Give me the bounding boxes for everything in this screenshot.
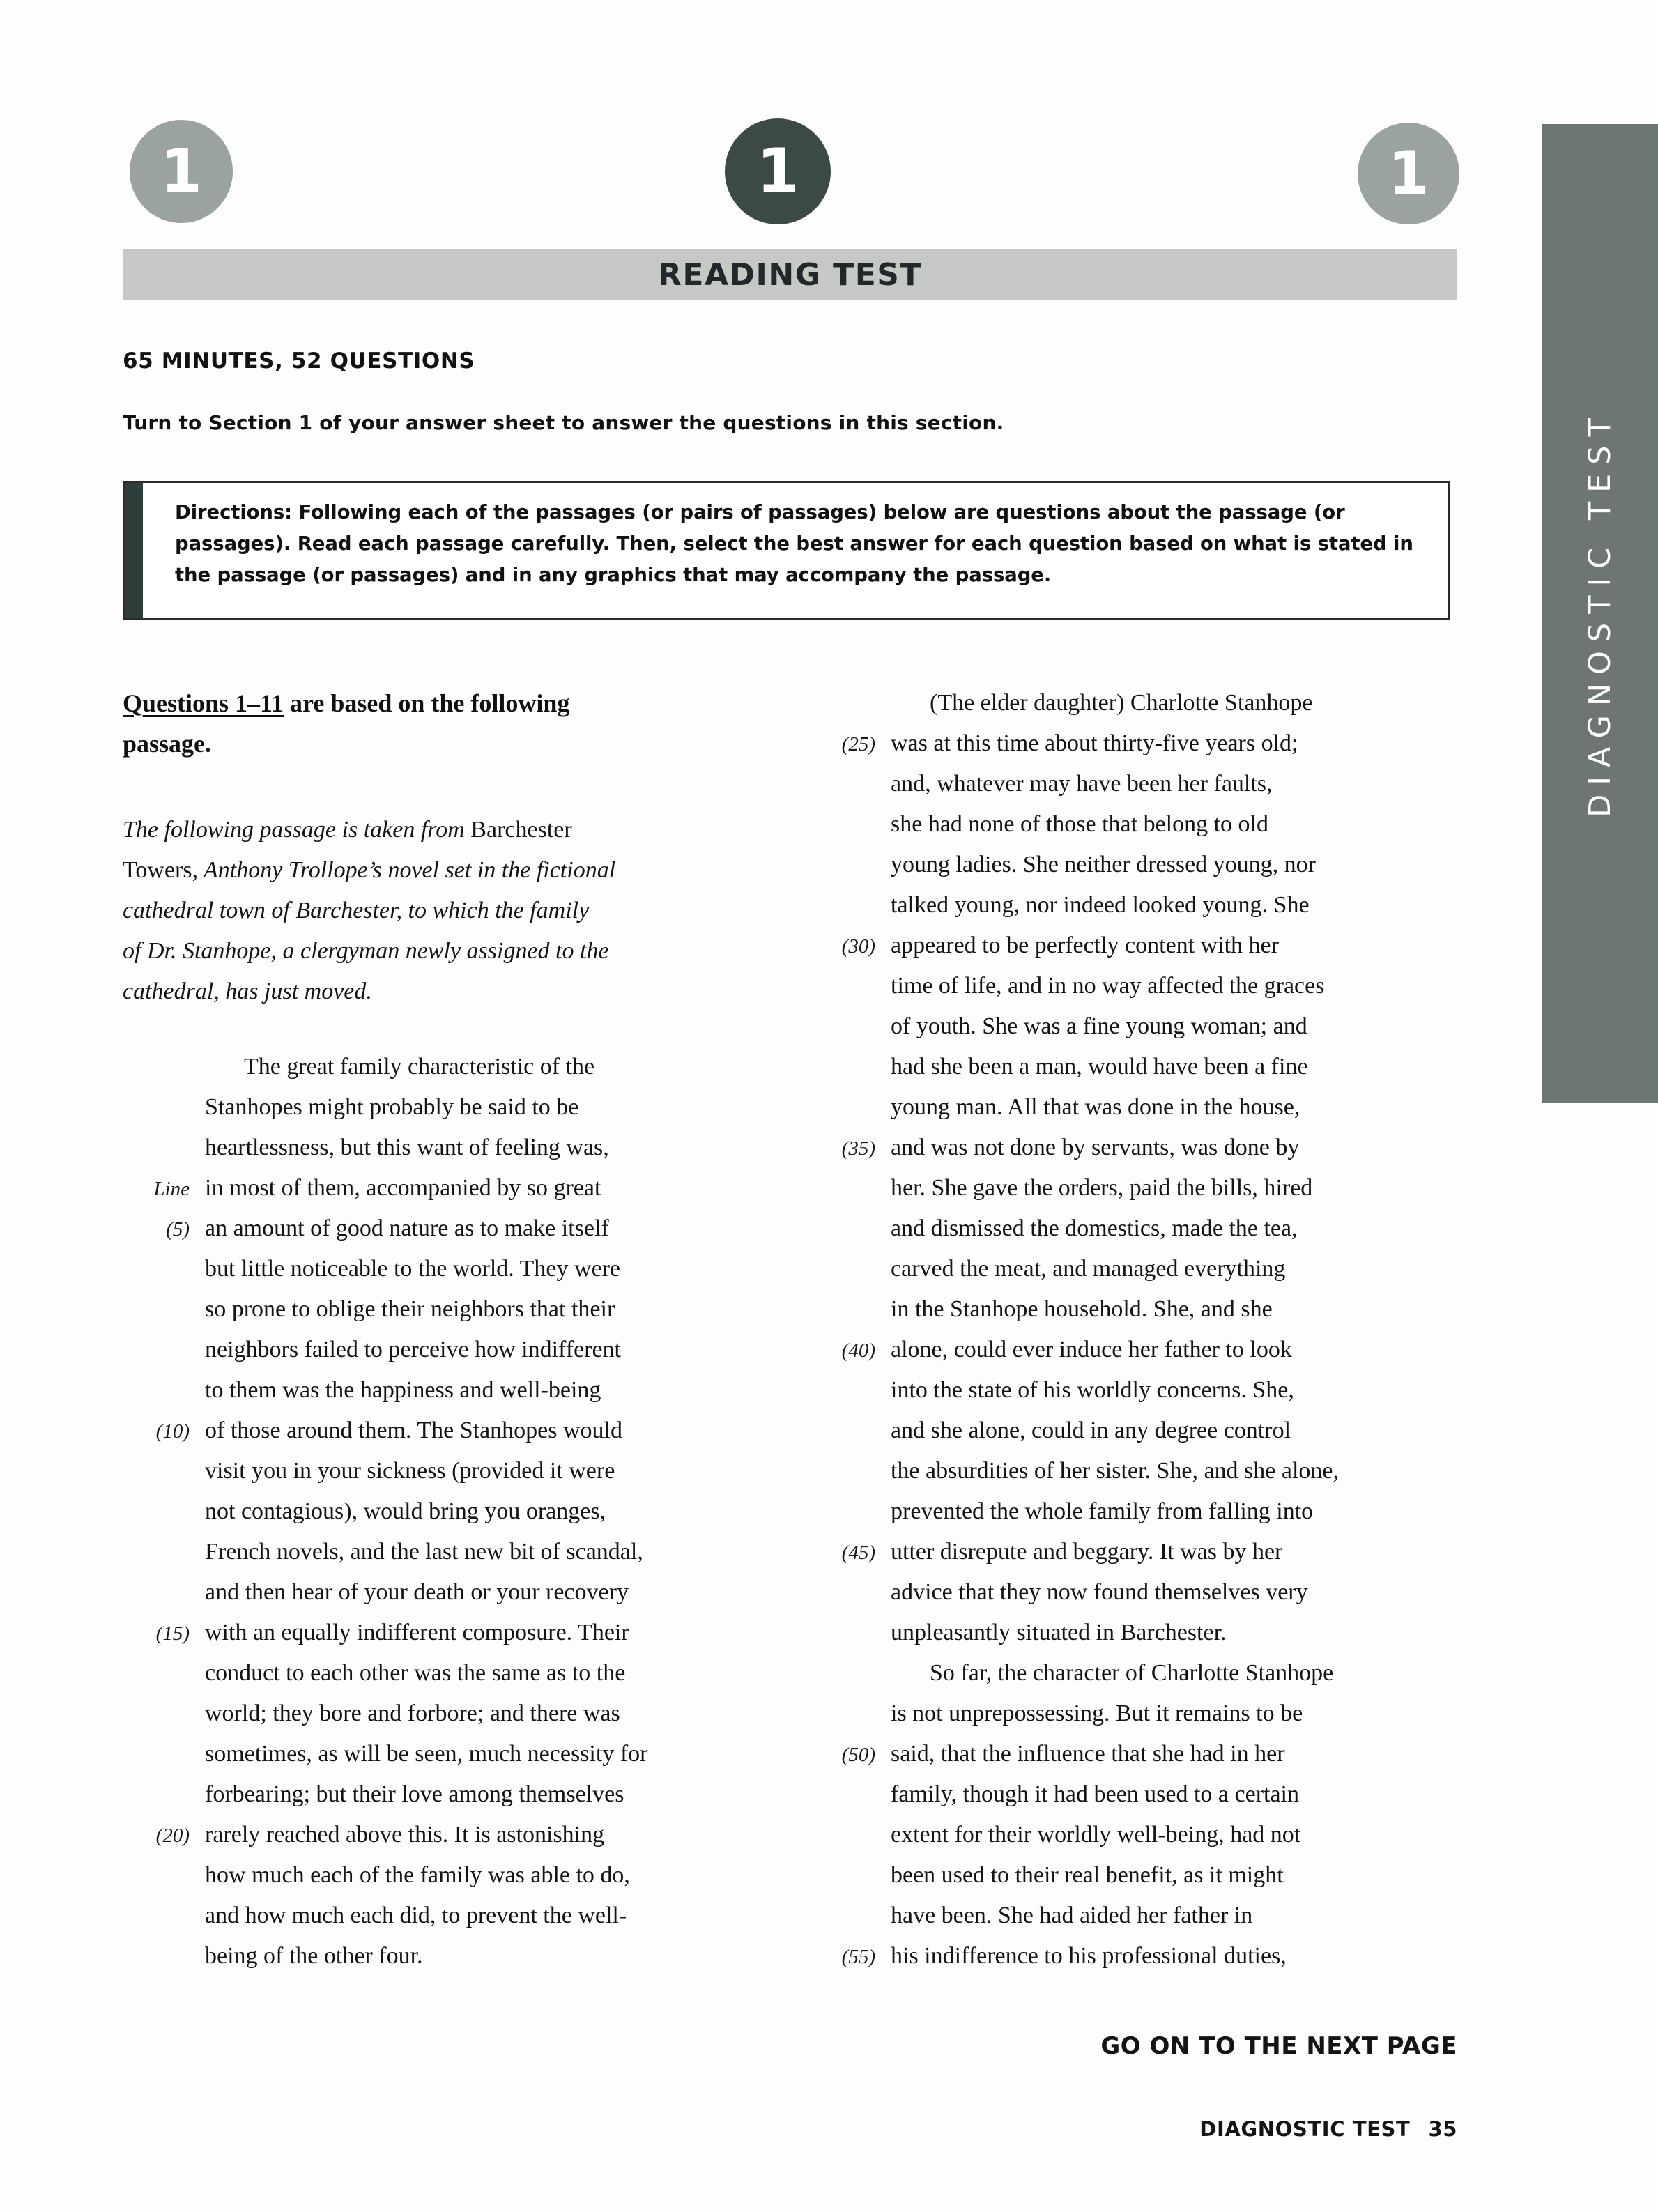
questions-heading-line2: passage. [123, 730, 212, 758]
section-badge-right [1358, 123, 1459, 224]
passage-line [808, 1451, 1460, 1491]
section-badge-left-number: 1 [160, 137, 202, 206]
section-badge-right-number: 1 [1388, 139, 1429, 208]
passage-line [123, 1330, 774, 1370]
passage-line [123, 1855, 774, 1896]
passage-line-text: had she been a man, would have been a fine [891, 1054, 1308, 1080]
passage-line-text: family, though it had been used to a certain [891, 1781, 1300, 1807]
passage-line-text: said, that the influence that she had in her [891, 1741, 1285, 1767]
passage-line [808, 1815, 1460, 1855]
passage-line-text: not contagious), would bring you oranges, [205, 1498, 606, 1524]
reading-test-banner [123, 249, 1457, 300]
blurb-line2: Anthony Trollope’s novel set in the fictional [198, 857, 616, 883]
passage-line-text: and how much each did, to prevent the well- [205, 1903, 627, 1928]
line-number: (30) [841, 935, 875, 958]
passage-line-text: in most of them, accompanied by so great [205, 1175, 601, 1201]
passage-line [123, 1532, 774, 1572]
line-number: Line [153, 1178, 190, 1200]
passage-line-text: was at this time about thirty-five years old; [891, 730, 1298, 756]
page-footer [1199, 2117, 1457, 2141]
section-badge-center-number: 1 [756, 135, 799, 207]
passage-line [808, 1653, 1460, 1693]
passage-line [808, 1936, 1460, 1976]
questions-range: Questions 1–11 [123, 689, 284, 717]
passage-line-text: been used to their real benefit, as it might [891, 1862, 1284, 1888]
line-number: (40) [841, 1339, 875, 1362]
line-number: (20) [155, 1825, 190, 1847]
passage-line-text: (The elder daughter) Charlotte Stanhope [930, 690, 1313, 716]
passage-lines-left [123, 1047, 774, 1976]
passage-lines-right [808, 683, 1460, 1976]
passage-line [808, 1249, 1460, 1289]
passage-line [808, 1087, 1460, 1128]
passage-line-text: and, whatever may have been her faults, [891, 771, 1273, 797]
passage-line-text: time of life, and in no way affected the graces [891, 973, 1325, 999]
passage-line-text: of youth. She was a fine young woman; and [891, 1013, 1307, 1039]
passage-line-text: with an equally indifferent composure. Their [205, 1620, 629, 1645]
passage-line-text: an amount of good nature as to make itself [205, 1215, 609, 1241]
directions-text [175, 497, 1422, 591]
passage-line [808, 845, 1460, 885]
passage-line-text: and was not done by servants, was done by [891, 1135, 1300, 1160]
passage-line [123, 1208, 774, 1249]
passage-line [123, 1451, 774, 1491]
blurb-line3: cathedral town of Barchester, to which the family [123, 898, 590, 923]
passage-line [123, 1249, 774, 1289]
passage-line-text: Stanhopes might probably be said to be [205, 1094, 579, 1120]
directions-body: Following each of the passages (or pairs of passages) below are questions about the passage (or passages). Read each passage carefully. Then, select the best answer for each question based on what is stated in the passage (or passages) and in any graphics that may accompany the passage. [175, 501, 1413, 586]
passage-line [123, 1693, 774, 1734]
passage-line [808, 1774, 1460, 1815]
passage-line-text: she had none of those that belong to old [891, 811, 1269, 837]
passage-line-text: rarely reached above this. It is astonishing [205, 1822, 605, 1848]
passage-line-text: utter disrepute and beggary. It was by her [891, 1539, 1283, 1565]
passage-line-text: and she alone, could in any degree control [891, 1418, 1291, 1443]
passage-line [808, 1006, 1460, 1047]
passage-line [123, 1936, 774, 1976]
passage-line [808, 925, 1460, 966]
section-badge-center [725, 118, 831, 224]
directions-box [123, 481, 1450, 620]
passage-line-text: so prone to oblige their neighbors that their [205, 1296, 615, 1322]
passage-line [808, 1572, 1460, 1613]
line-number: (15) [155, 1622, 190, 1645]
passage-line-text: advice that they now found themselves very [891, 1579, 1308, 1605]
passage-line-text: sometimes, as will be seen, much necessity for [205, 1741, 648, 1767]
answer-sheet-instruction: Turn to Section 1 of your answer sheet to answer the questions in this section. [123, 411, 1004, 434]
passage-line [123, 1774, 774, 1815]
passage-line [123, 1734, 774, 1774]
passage-line [808, 1532, 1460, 1572]
passage-line-text: carved the meat, and managed everything [891, 1256, 1286, 1282]
passage-line [123, 1289, 774, 1330]
passage-line [808, 1693, 1460, 1734]
passage-line [123, 1370, 774, 1411]
passage-line [123, 1653, 774, 1693]
footer-page-number: 35 [1428, 2117, 1457, 2141]
passage-line-text: prevented the whole family from falling into [891, 1498, 1314, 1524]
passage-line [808, 1855, 1460, 1896]
line-number: (5) [166, 1218, 190, 1241]
line-number: (35) [841, 1137, 875, 1160]
passage-line [123, 1168, 774, 1208]
passage-line-text: the absurdities of her sister. She, and she alone, [891, 1458, 1340, 1484]
passage-line-text: her. She gave the orders, paid the bills, hired [891, 1175, 1313, 1201]
passage-line-text: how much each of the family was able to do, [205, 1862, 630, 1888]
passage-line [808, 683, 1460, 723]
passage-line-text: heartlessness, but this want of feeling was, [205, 1135, 609, 1160]
passage-source-blurb [123, 810, 774, 1012]
passage-line-text: and dismissed the domestics, made the tea, [891, 1215, 1298, 1241]
passage-line [808, 1128, 1460, 1168]
passage-line [808, 1613, 1460, 1653]
passage-line-text: but little noticeable to the world. They were [205, 1256, 621, 1282]
passage-line [808, 1411, 1460, 1451]
passage-line [123, 1491, 774, 1532]
passage-line-text: in the Stanhope household. She, and she [891, 1296, 1273, 1322]
passage-line-text: and then hear of your death or your recovery [205, 1579, 629, 1605]
diagnostic-test-side-tab [1542, 124, 1658, 1103]
passage-line [808, 764, 1460, 804]
passage-line-text: The great family characteristic of the [244, 1054, 595, 1080]
passage-line [123, 1613, 774, 1653]
passage-line-text: young ladies. She neither dressed young, nor [891, 852, 1316, 877]
blurb-book-title-part1: Barchester [470, 817, 572, 843]
passage-line-text: of those around them. The Stanhopes would [205, 1418, 623, 1443]
passage-line-text: neighbors failed to perceive how indifferent [205, 1337, 621, 1362]
passage-line-text: into the state of his worldly concerns. She, [891, 1377, 1294, 1403]
passage-line [808, 885, 1460, 925]
passage-line [808, 1208, 1460, 1249]
blurb-line4: of Dr. Stanhope, a clergyman newly assigned to the [123, 938, 609, 964]
passage-line [123, 1047, 774, 1087]
passage-line-text: So far, the character of Charlotte Stanhope [930, 1660, 1334, 1686]
passage-line [808, 1370, 1460, 1411]
banner-title: READING TEST [658, 256, 922, 293]
passage-line [123, 1411, 774, 1451]
passage-line [808, 1491, 1460, 1532]
passage-line [808, 1047, 1460, 1087]
line-number: (45) [841, 1542, 875, 1564]
passage-line-text: conduct to each other was the same as to the [205, 1660, 626, 1686]
questions-heading-rest: are based on the following [284, 689, 570, 717]
passage-line-text: forbearing; but their love among themselves [205, 1781, 624, 1807]
directions-label: Directions: [175, 501, 293, 523]
passage-line-text: is not unprepossessing. But it remains to be [891, 1700, 1303, 1726]
passage-line-text: talked young, nor indeed looked young. She [891, 892, 1310, 918]
passage-line [808, 804, 1460, 845]
blurb-line1-italic: The following passage is taken from [123, 817, 471, 843]
go-on-notice: GO ON TO THE NEXT PAGE [1100, 2032, 1457, 2060]
passage-line [808, 723, 1460, 764]
passage-line-text: to them was the happiness and well-being [205, 1377, 601, 1403]
questions-heading [123, 683, 774, 764]
passage-line-text: appeared to be perfectly content with her [891, 932, 1279, 958]
passage-line [123, 1815, 774, 1855]
passage-line [808, 1289, 1460, 1330]
passage-line-text: his indifference to his professional duties, [891, 1943, 1287, 1969]
passage-line-text: world; they bore and forbore; and there was [205, 1700, 620, 1726]
side-tab-label: DIAGNOSTIC TEST [1582, 409, 1618, 817]
passage-line-text: alone, could ever induce her father to look [891, 1337, 1292, 1362]
passage-line-text: unpleasantly situated in Barchester. [891, 1620, 1227, 1645]
passage-line-text: young man. All that was done in the house, [891, 1094, 1300, 1120]
passage-line [808, 1330, 1460, 1370]
passage-line [123, 1087, 774, 1128]
timing-line: 65 MINUTES, 52 QUESTIONS [123, 348, 475, 374]
passage-line [123, 1128, 774, 1168]
passage-line-text: extent for their worldly well-being, had not [891, 1822, 1301, 1848]
line-number: (10) [155, 1420, 190, 1443]
line-number: (50) [841, 1744, 875, 1766]
line-number: (55) [841, 1946, 875, 1968]
blurb-book-title-part2: Towers, [123, 857, 199, 883]
passage-line [808, 966, 1460, 1006]
passage-line-text: visit you in your sickness (provided it were [205, 1458, 615, 1484]
line-number: (25) [841, 733, 875, 755]
passage-line [123, 1572, 774, 1613]
passage-line [808, 1896, 1460, 1936]
passage-column-left [123, 683, 774, 1976]
passage-line [123, 1896, 774, 1936]
passage-line-text: French novels, and the last new bit of scandal, [205, 1539, 643, 1565]
directions-accent-bar [125, 483, 143, 618]
passage-line [808, 1168, 1460, 1208]
passage-line-text: have been. She had aided her father in [891, 1903, 1253, 1928]
blurb-line5: cathedral, has just moved. [123, 978, 372, 1004]
footer-test-name: DIAGNOSTIC TEST [1199, 2117, 1411, 2141]
passage-column-right [808, 683, 1460, 1976]
passage-line [808, 1734, 1460, 1774]
passage-line-text: being of the other four. [205, 1943, 423, 1969]
section-badge-left [130, 120, 233, 223]
